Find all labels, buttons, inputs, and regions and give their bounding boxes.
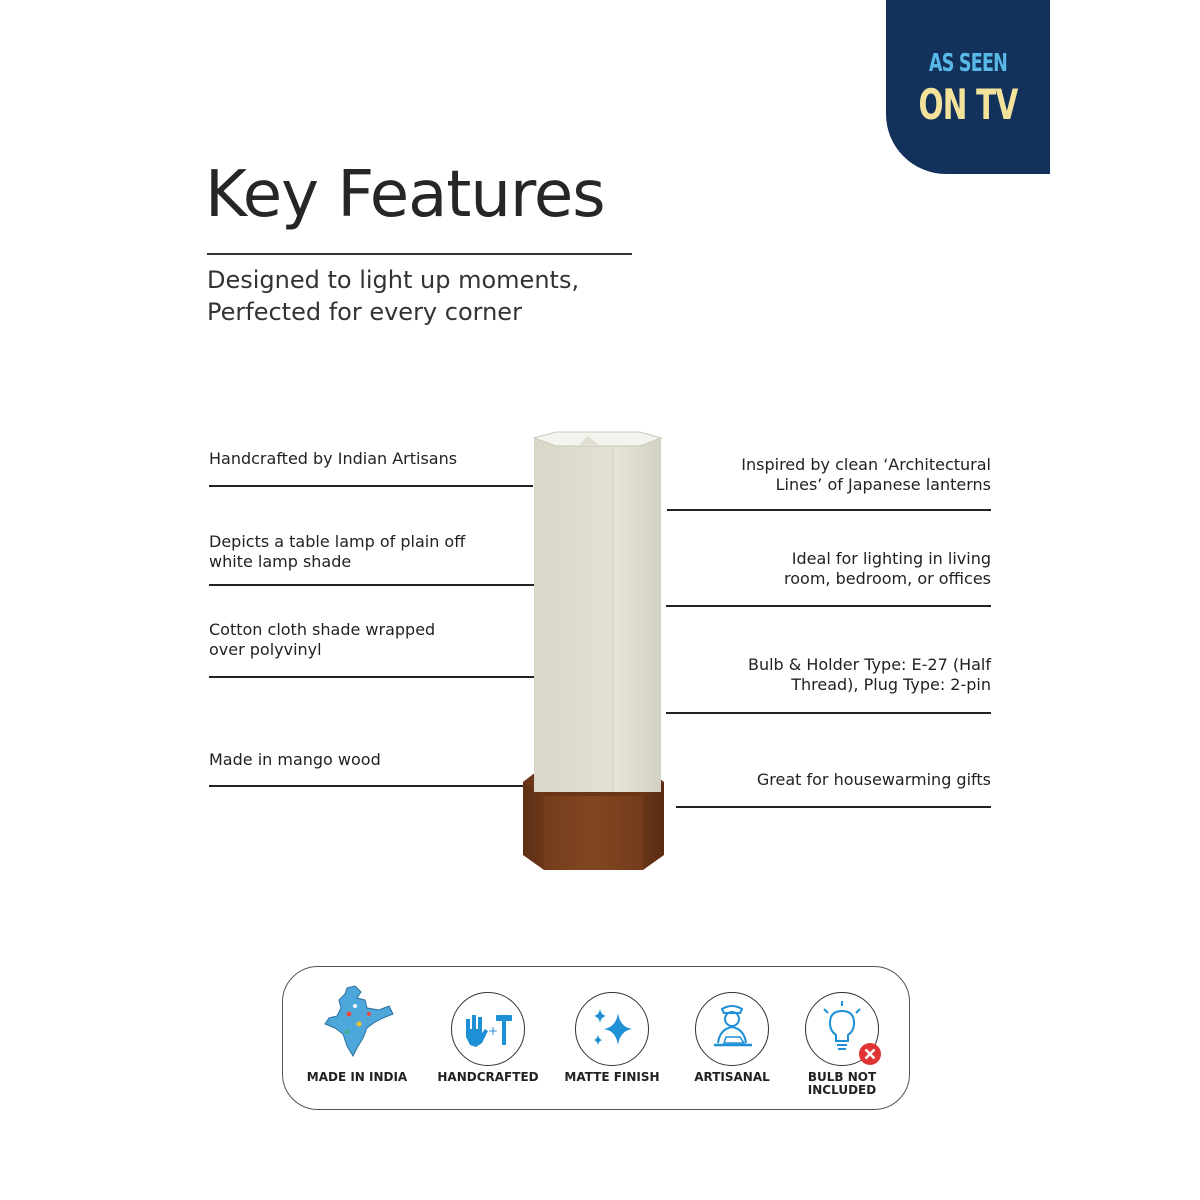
page-title: Key Features xyxy=(205,158,605,232)
hand-hammer-icon xyxy=(452,993,524,1065)
svg-text:+: + xyxy=(488,1024,499,1038)
subtitle-line-1: Designed to light up moments, xyxy=(207,266,580,294)
feature-text: Bulb & Holder Type: E-27 (Half xyxy=(747,655,991,674)
feature-divider xyxy=(209,676,534,678)
as-seen-on-tv-badge xyxy=(886,0,1050,174)
feature-text: Made in mango wood xyxy=(209,750,381,769)
badge-line-1: AS SEEN xyxy=(928,48,1008,77)
badge-label-line: ARTISANAL xyxy=(694,1070,770,1084)
feature-text: over polyvinyl xyxy=(209,640,322,659)
badge-label xyxy=(552,1071,672,1084)
feature-text: Handcrafted by Indian Artisans xyxy=(209,449,458,468)
table-lamp-image xyxy=(518,430,688,875)
feature-text: room, bedroom, or offices xyxy=(784,569,991,588)
feature-divider xyxy=(209,785,524,787)
feature-divider xyxy=(666,605,991,607)
badge-line-2: ON TV xyxy=(918,80,1018,129)
feature-divider xyxy=(667,509,991,511)
feature-right-4 xyxy=(757,770,991,790)
badge-label xyxy=(297,1071,417,1084)
icon-circle xyxy=(451,992,525,1066)
sparkle-icon xyxy=(576,993,648,1065)
feature-right-1 xyxy=(741,455,991,495)
feature-text: Inspired by clean ‘Architectural xyxy=(741,455,991,474)
feature-text: Thread), Plug Type: 2-pin xyxy=(791,675,991,694)
not-included-x-icon xyxy=(858,1042,882,1066)
feature-left-4 xyxy=(209,750,381,770)
badge-label-line: INCLUDED xyxy=(807,1083,877,1097)
icon-circle xyxy=(695,992,769,1066)
icon-circle xyxy=(575,992,649,1066)
feature-right-2 xyxy=(784,549,991,589)
feature-text: white lamp shade xyxy=(209,552,352,571)
badge-label xyxy=(428,1071,548,1084)
feature-left-3 xyxy=(209,620,435,660)
badge-label xyxy=(782,1071,902,1097)
badge-label-line: HANDCRAFTED xyxy=(437,1070,539,1084)
feature-divider xyxy=(666,712,991,714)
feature-text: Ideal for lighting in living xyxy=(791,549,991,568)
feature-text: Cotton cloth shade wrapped xyxy=(209,620,436,639)
badge-label-line: MATTE FINISH xyxy=(564,1070,660,1084)
title-divider xyxy=(207,253,632,255)
feature-divider xyxy=(676,806,991,808)
badge-label-line: BULB NOT xyxy=(807,1070,877,1084)
feature-divider xyxy=(209,485,533,487)
feature-text: Depicts a table lamp of plain off xyxy=(209,532,466,551)
feature-text: Lines’ of Japanese lanterns xyxy=(775,475,991,494)
india-map-icon xyxy=(317,984,397,1060)
feature-divider xyxy=(209,584,534,586)
page-subtitle xyxy=(207,264,579,328)
feature-text: Great for housewarming gifts xyxy=(756,770,991,789)
feature-left-2 xyxy=(209,532,465,572)
badge-label xyxy=(672,1071,792,1084)
artisan-icon xyxy=(696,993,768,1065)
badge-label-line: MADE IN INDIA xyxy=(306,1070,408,1084)
feature-right-3 xyxy=(748,655,991,695)
subtitle-line-2: Perfected for every corner xyxy=(207,298,522,326)
feature-left-1 xyxy=(209,449,457,469)
